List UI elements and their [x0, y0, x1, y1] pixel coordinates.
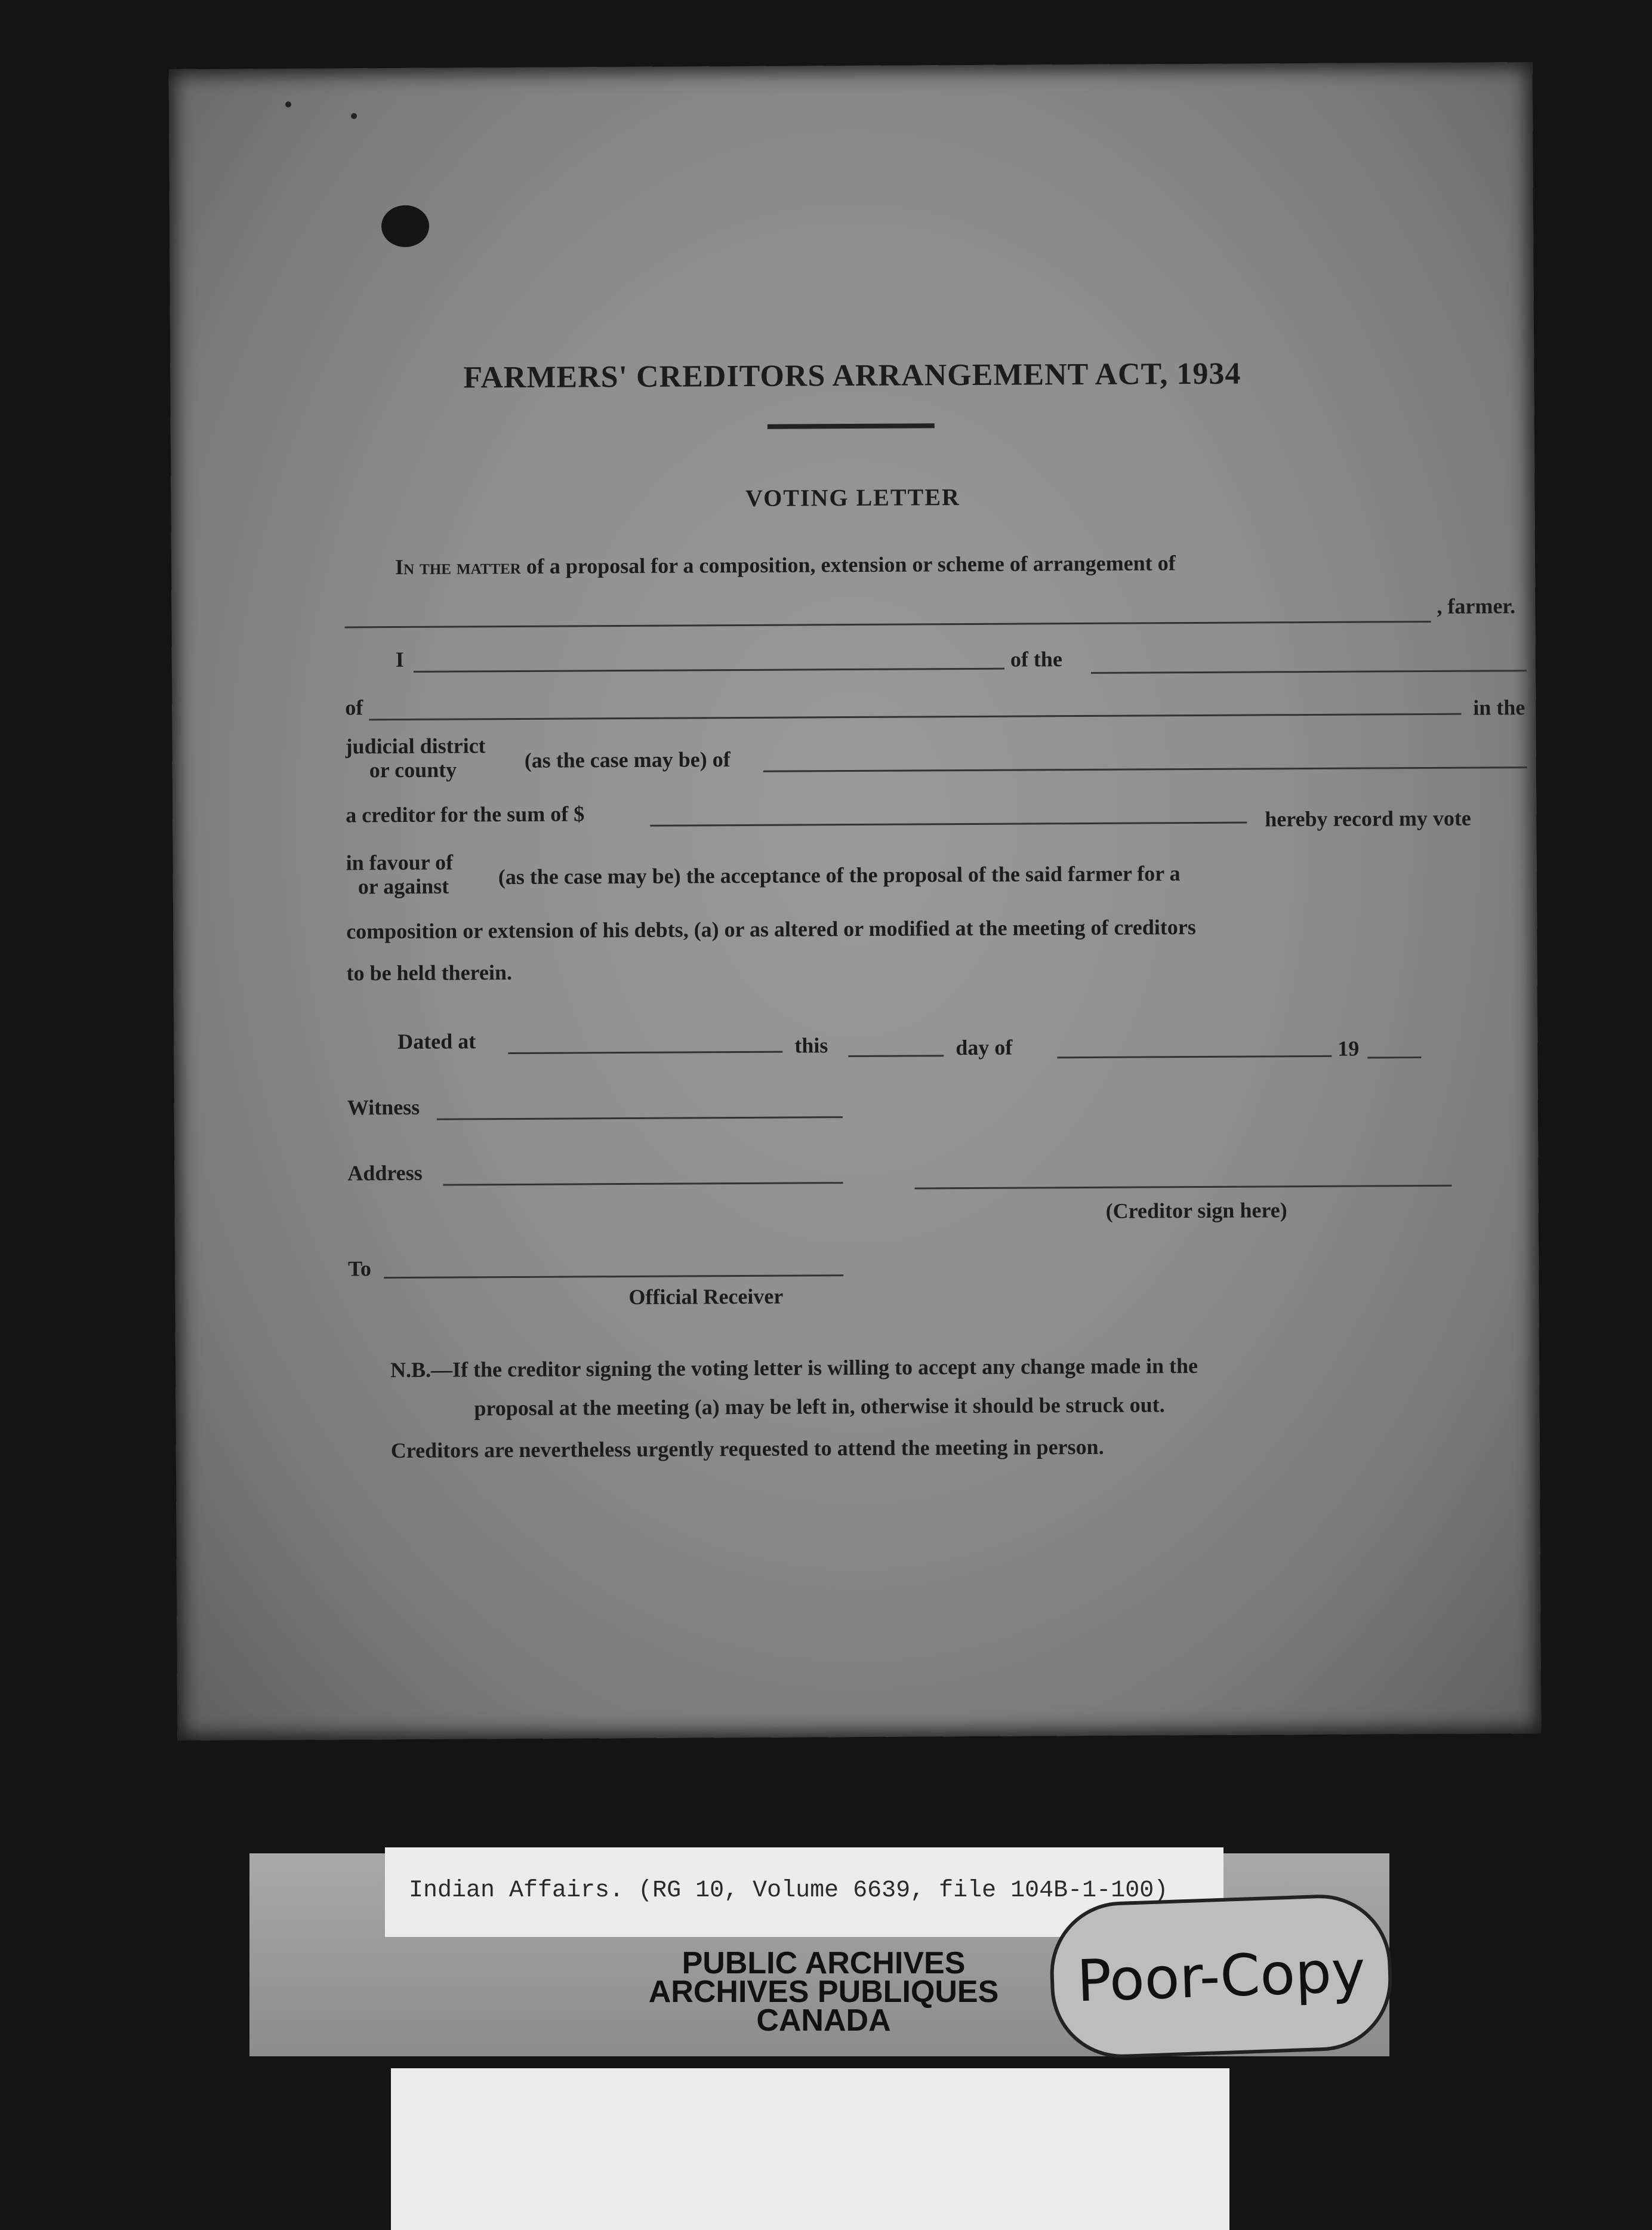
district-field[interactable] [763, 766, 1527, 772]
speck [351, 113, 357, 119]
or-against-label: or against [357, 874, 449, 899]
composition-text: composition or extension of his debts, (a) or as altered or modified at the meeting of creditors [346, 915, 1196, 944]
matter-prefix: In the matter [394, 554, 521, 580]
voting-letter-form [169, 62, 1542, 1741]
nb-line-1: N.B.—If the creditor signing the voting letter is willing to accept any change made in the [390, 1354, 1198, 1382]
case-may-be-label: (as the case may be) of [524, 747, 731, 772]
dated-at-label: Dated at [397, 1029, 476, 1054]
acceptance-text: (as the case may be) the acceptance of the proposal of the said farmer for a [498, 861, 1181, 889]
title-rule [768, 423, 935, 429]
farmer-name-field[interactable] [345, 621, 1431, 629]
i-label: I [395, 647, 404, 672]
place-field[interactable] [508, 1051, 782, 1054]
to-label: To [348, 1256, 372, 1281]
matter-line [395, 550, 1176, 580]
official-receiver-label: Official Receiver [628, 1284, 784, 1309]
poor-copy-text: Poor-Copy [1075, 1938, 1367, 2015]
or-county-label: or county [369, 757, 457, 783]
poor-copy-stamp [1048, 1892, 1395, 2060]
of-the-label: of the [1010, 647, 1062, 672]
sum-field[interactable] [650, 822, 1247, 827]
form-subtitle: VOTING LETTER [745, 483, 960, 512]
creditor-locality-field[interactable] [1091, 670, 1527, 674]
day-of-label: day of [956, 1035, 1013, 1060]
bottom-paper [391, 2068, 1229, 2230]
address-label: Address [347, 1160, 423, 1185]
matter-text: of a proposal for a composition, extension or scheme of arrangement of [526, 551, 1176, 578]
month-field[interactable] [1057, 1055, 1332, 1058]
year-label: 19 [1337, 1036, 1360, 1061]
witness-label: Witness [347, 1095, 420, 1120]
nb-line-2: proposal at the meeting (a) may be left in, otherwise it should be struck out. [474, 1393, 1165, 1421]
judicial-district-label: judicial district [345, 734, 486, 759]
archives-line-3: CANADA [756, 2003, 891, 2038]
creditor-name-field[interactable] [414, 668, 1004, 673]
reference-text: Indian Affairs. (RG 10, Volume 6639, file 104B-1-100) [409, 1877, 1169, 1904]
year-field[interactable] [1367, 1057, 1421, 1058]
urge-line: Creditors are nevertheless urgently requested to attend the meeting in person. [390, 1434, 1104, 1463]
form-title: FARMERS' CREDITORS ARRANGEMENT ACT, 1934 [463, 356, 1241, 395]
creditor-sign-label: (Creditor sign here) [1105, 1198, 1287, 1223]
record-vote-label: hereby record my vote [1265, 806, 1471, 831]
creditor-sum-label: a creditor for the sum of $ [346, 802, 585, 827]
farmer-label: , farmer. [1437, 594, 1516, 618]
witness-field[interactable] [437, 1116, 843, 1120]
creditor-signature-field[interactable] [915, 1185, 1452, 1190]
archives-line-2: ARCHIVES PUBLIQUES [648, 1975, 999, 2009]
punch-hole [381, 205, 429, 247]
in-the-label: in the [1473, 695, 1525, 720]
archives-stamp [555, 1946, 1092, 2038]
archives-line-1: PUBLIC ARCHIVES [682, 1946, 966, 1980]
this-label: this [794, 1033, 828, 1058]
day-field[interactable] [848, 1055, 944, 1057]
receiver-field[interactable] [384, 1274, 843, 1279]
address-field[interactable] [443, 1182, 843, 1186]
held-therein-text: to be held therein. [346, 960, 513, 985]
in-favour-label: in favour of [346, 850, 454, 875]
of-label: of [345, 695, 363, 720]
creditor-place-field[interactable] [369, 713, 1461, 721]
speck [285, 101, 291, 107]
